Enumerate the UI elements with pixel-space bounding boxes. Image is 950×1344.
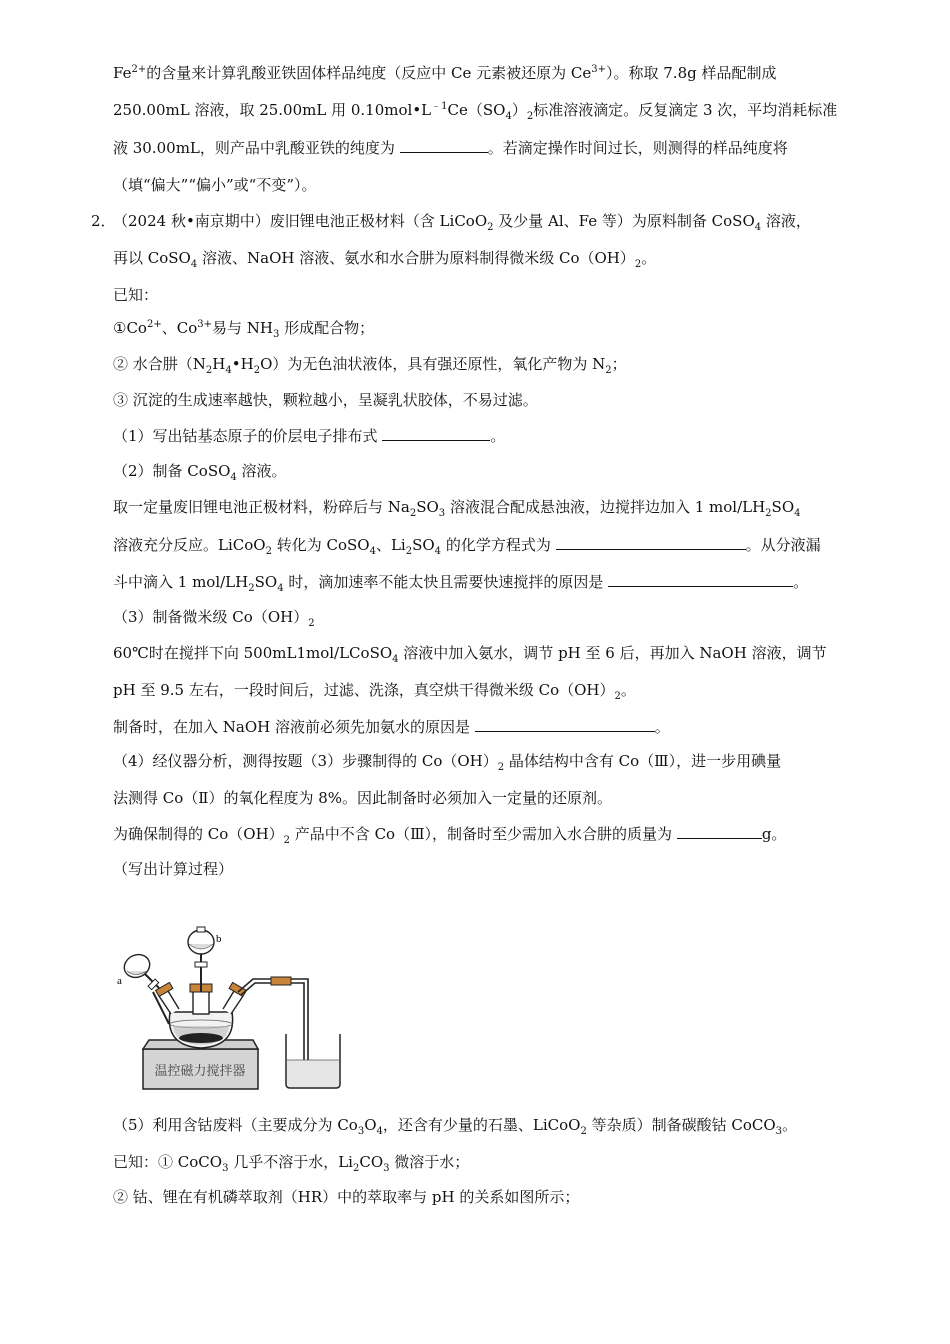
q2-stem-line-1: （2024 秋•南京期中）废旧锂电池正极材料（含 LiCoO$_2$ 及少量 Al、Fe 等）为原料制备 CoSO$_4$ 溶液， (113, 212, 811, 233)
q1-line-4: （填“偏大”“偏小”或“不变”）。 (113, 176, 317, 194)
part-2-line-2: 溶液充分反应。LiCoO$_2$ 转化为 CoSO$_4$、$Li_2SO_4$ 的化学方程式为 。从分液漏 (113, 536, 821, 557)
part-3-line-1: 60℃时在搅拌下向 500mL1mol/LCoSO$_4$ 溶液中加入氨水，调节 pH 至 6 后，再加入 NaOH 溶液，调节 (113, 644, 827, 665)
q1-line-1: $Fe^{2+}$的含量来计算乳酸亚铁固体样品纯度（反应中 Ce 元素被还原为 $Ce^{3+}$）。称取 7.8g 样品配制成 (113, 64, 777, 82)
stir-bar (179, 1033, 223, 1043)
part-3-line-3: 制备时，在加入 NaOH 溶液前必须先加氨水的原因是 。 (113, 718, 670, 736)
answer-blank[interactable] (382, 425, 490, 441)
answer-blank[interactable] (475, 716, 655, 732)
q1-line-2: 250.00mL 溶液，取 25.00mL 用 $0.10mol•L^{﹣1}Ce(SO_4)_2$标准溶液滴定。反复滴定 3 次，平均消耗标准 (113, 101, 838, 122)
part-5-known-2: ② 钴、锂在有机磷萃取剂（HR）中的萃取率与 pH 的关系如图所示； (113, 1188, 580, 1206)
stirrer-caption: 温控磁力搅拌器 (154, 1063, 246, 1078)
known-item-1: $①Co^{2+}$、$Co^{3+}$易与 $NH_3$ 形成配合物； (113, 319, 375, 340)
answer-blank[interactable] (608, 571, 793, 587)
answer-blank[interactable] (556, 534, 746, 550)
part-5-line-1: （5）利用含钴废料（主要成分为 $Co_3O_4$，还含有少量的石墨、LiCoO$_2$ 等杂质）制备碳酸钴 CoCO$_3$。 (113, 1116, 798, 1137)
part-2-title: （2）制备 CoSO$_4$ 溶液。 (113, 462, 287, 483)
part-4-line-3: 为确保制得的 $Co(OH)_2$ 产品中不含 Co（Ⅲ），制备时至少需加入水合肼的质量为 g。 (113, 825, 787, 846)
part-5-known-1: 已知：① CoCO$_3$ 几乎不溶于水，$Li_2CO_3$ 微溶于水； (113, 1153, 470, 1174)
answer-blank[interactable] (677, 823, 762, 839)
label-b: b (216, 933, 222, 945)
question-number: 2． (91, 212, 116, 230)
known-item-2: ② 水合肼$(N_2H_4•H_2O)$为无色油状液体，具有强还原性，氧化产物为 $N_2$； (113, 355, 627, 376)
part-3-line-2: pH 至 9.5 左右，一段时间后，过滤、洗涤，真空烘干得微米级 $Co(OH)_2$。 (113, 681, 636, 702)
answer-blank[interactable] (400, 137, 488, 153)
part-1: （1）写出钴基态原子的价层电子排布式 。 (113, 427, 506, 445)
part-2-line-1: 取一定量废旧锂电池正极材料，粉碎后与 $Na_2SO_3$ 溶液混合配成悬浊液，边搅拌边加入 1 mol/$LH_2SO_4$ (113, 498, 801, 519)
apparatus-figure (113, 924, 343, 1094)
part-3-title: （3）制备微米级 $Co(OH)_2$ (113, 608, 315, 629)
q1-line-3: 液 30.00mL，则产品中乳酸亚铁的纯度为 。若滴定操作时间过长，则测得的样品纯度将 (113, 139, 788, 157)
part-4-line-1: （4）经仪器分析，测得按题（3）步骤制得的 $Co(OH)_2$ 晶体结构中含有 Co（Ⅲ），进一步用碘量 (113, 752, 782, 773)
q2-stem-line-2: 再以 CoSO$_4$ 溶液、NaOH 溶液、氨水和水合肼为原料制得微米级 $Co(OH)_2$。 (113, 249, 657, 270)
known-heading: 已知： (113, 286, 159, 304)
part-4-line-4: （写出计算过程） (113, 860, 234, 878)
known-item-3: ③ 沉淀的生成速率越快，颗粒越小，呈凝乳状胶体，不易过滤。 (113, 391, 538, 409)
part-4-line-2: 法测得 Co（Ⅱ）的氧化程度为 8%。因此制备时必须加入一定量的还原剂。 (113, 789, 613, 807)
part-2-line-3: 斗中滴入 1 mol/$LH_2SO_4$ 时，滴加速率不能太快且需要快速搅拌的原因是 。 (113, 573, 809, 594)
label-a: a (117, 975, 122, 987)
